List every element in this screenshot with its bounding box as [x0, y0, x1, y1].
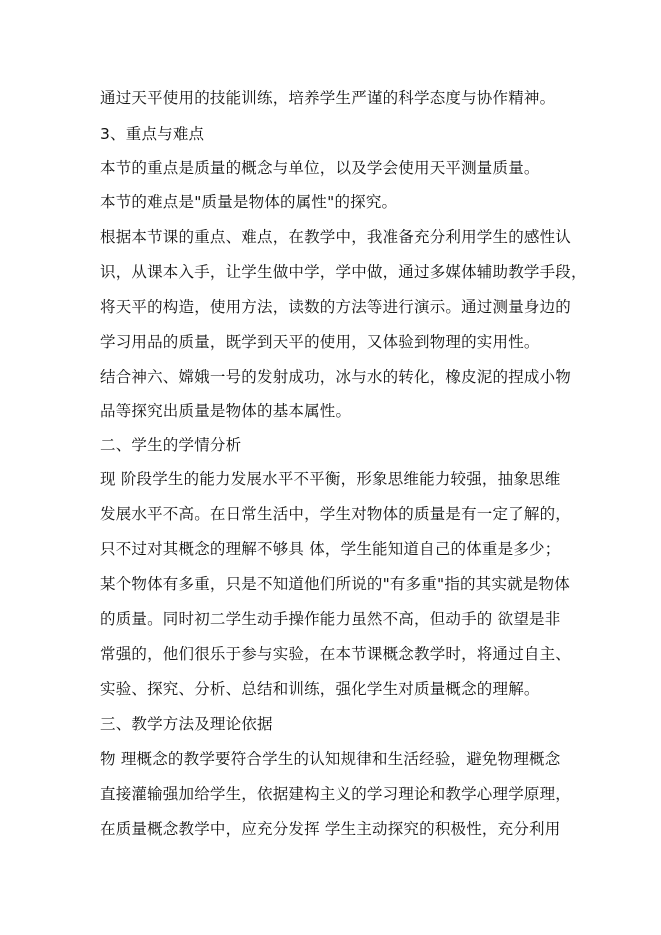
section-heading: 3、重点与难点 [100, 125, 205, 143]
text-line: 根据本节课的重点、难点，在教学中，我准备充分利用学生的感性认 [100, 228, 572, 246]
text-line: 将天平的构造，使用方法，读数的方法等进行演示。通过测量身边的 [100, 298, 572, 316]
text-line: 常强的，他们很乐于参与实验，在本节课概念教学时，将通过自主、 [100, 645, 572, 663]
section-heading: 三、教学方法及理论依据 [100, 715, 273, 733]
text-line: 物 理概念的教学要符合学生的认知规律和生活经验，避免物理概念 [100, 750, 561, 768]
text-line: 某个物体有多重，只是不知道他们所说的"有多重"指的其实就是物体 [100, 575, 570, 593]
text-line: 识，从课本入手，让学生做中学，学中做，通过多媒体辅助教学手段， [100, 263, 587, 281]
text-line: 现 阶段学生的能力发展水平不平衡，形象思维能力较强，抽象思维 [100, 470, 561, 488]
text-line: 结合神六、嫦娥一号的发射成功，冰与水的转化，橡皮泥的捏成小物 [100, 368, 572, 386]
text-line: 本节的重点是质量的概念与单位，以及学会使用天平测量质量。 [100, 159, 540, 177]
text-line: 只不过对其概念的理解不够具 体，学生能知道自己的体重是多少； [100, 540, 561, 558]
text-line: 直接灌输强加给学生，依据建构主义的学习理论和教学心理学原理， [100, 785, 572, 803]
text-line: 通过天平使用的技能训练，培养学生严谨的科学态度与协作精神。 [100, 89, 556, 107]
text-line: 本节的难点是"质量是物体的属性"的探究。 [100, 193, 398, 211]
text-line: 在质量概念教学中，应充分发挥 学生主动探究的积极性，充分利用 [100, 820, 561, 838]
text-line: 发展水平不高。在日常生活中，学生对物体的质量是有一定了解的， [100, 505, 572, 523]
text-line: 的质量。同时初二学生动手操作能力虽然不高，但动手的 欲望是非 [100, 610, 561, 628]
text-line: 实验、探究、分析、总结和训练，强化学生对质量概念的理解。 [100, 680, 540, 698]
section-heading: 二、学生的学情分析 [100, 436, 242, 454]
text-line: 学习用品的质量，既学到天平的使用，又体验到物理的实用性。 [100, 333, 540, 351]
text-line: 品等探究出质量是物体的基本属性。 [100, 402, 352, 420]
